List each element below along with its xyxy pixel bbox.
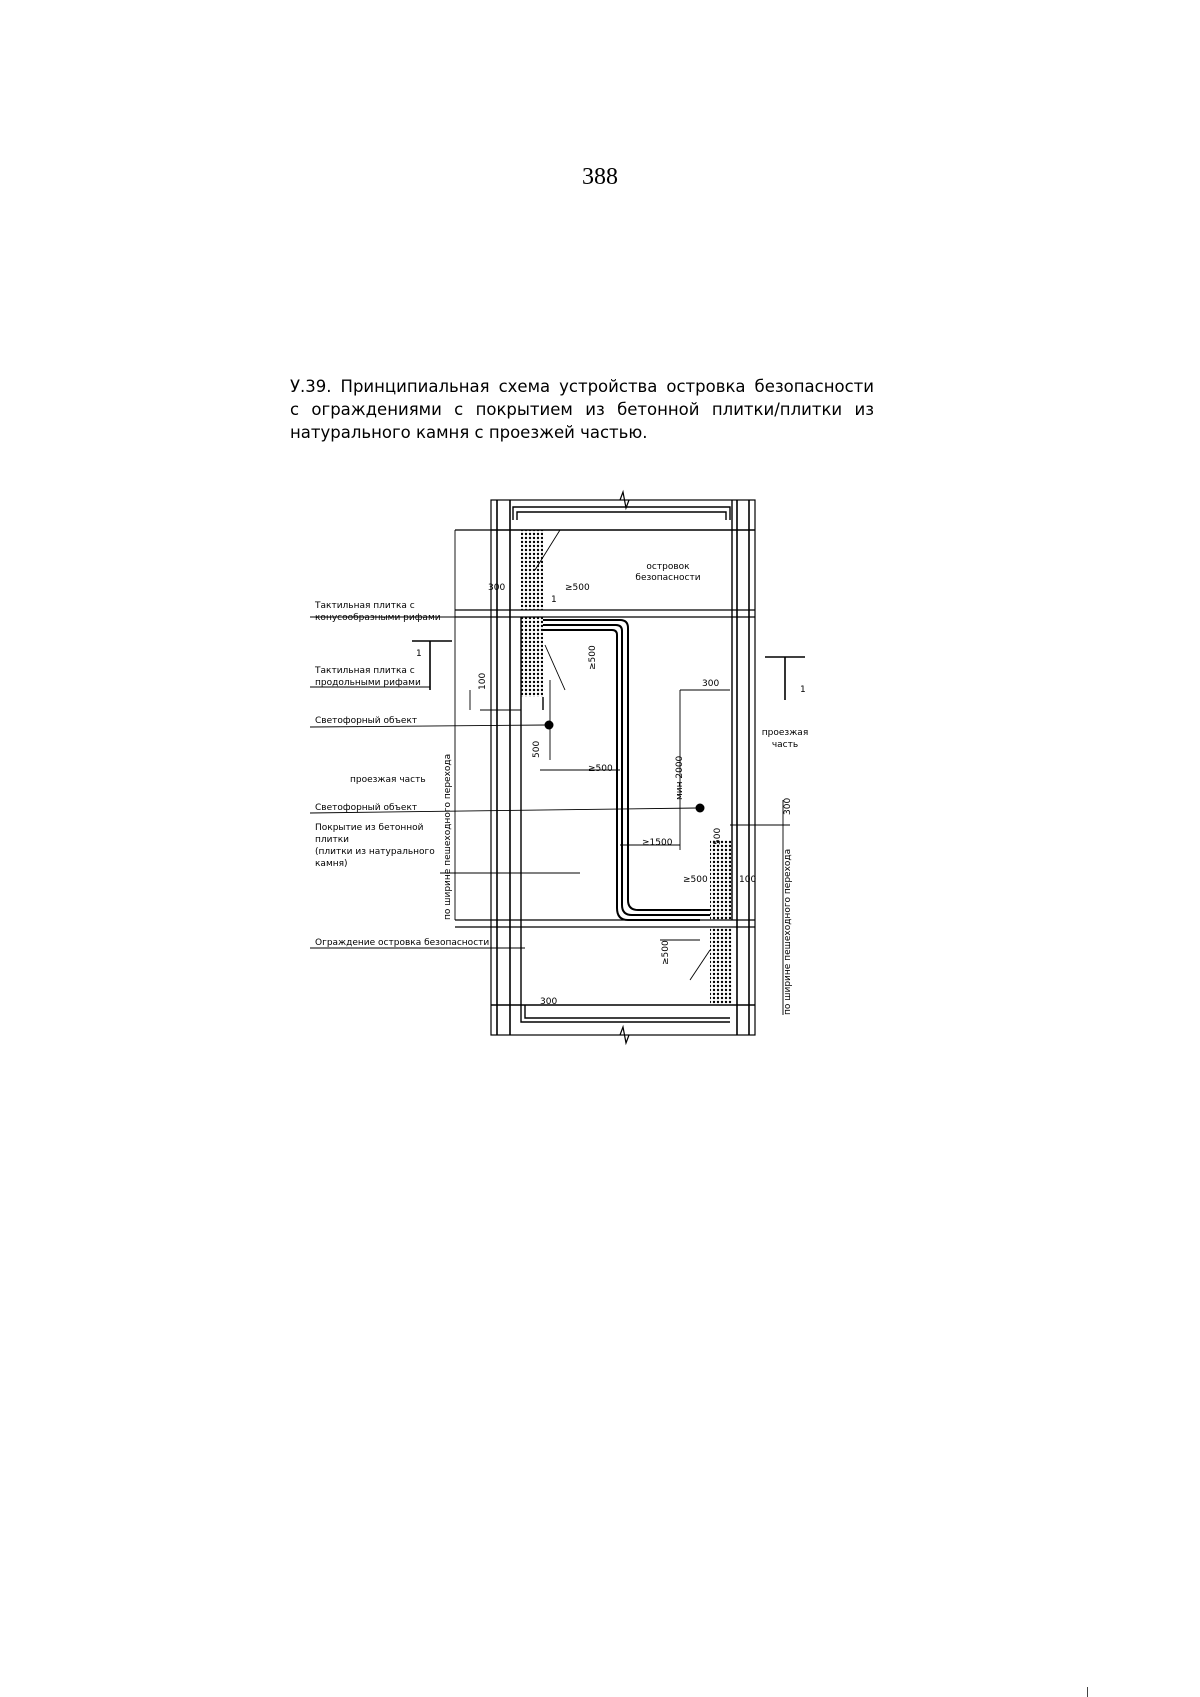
cover-label: (плитки из натурального	[315, 847, 435, 857]
dimension-label: ≥500	[588, 764, 613, 774]
island-label: островок	[646, 562, 690, 572]
dimension-label: 500	[532, 740, 542, 758]
page-number: 388	[582, 164, 618, 190]
cover-label: Покрытие из бетонной	[315, 823, 424, 833]
top-strip	[513, 507, 730, 520]
dimension-label: ≥500	[565, 583, 590, 593]
dimension-label: ≥1500	[642, 838, 673, 848]
cover-label: плитки	[315, 835, 350, 845]
tactile-cone-label: конусообразными рифами	[315, 613, 441, 623]
dimension-label: ≥500	[683, 875, 708, 885]
crossing-width-label: по ширине пешеходного перехода	[783, 848, 793, 1015]
page-edge-mark	[1087, 1687, 1088, 1697]
dimension-label: 100	[478, 672, 488, 690]
roadway-label: часть	[771, 740, 799, 750]
island-label: безопасности	[635, 573, 701, 583]
bottom-strip	[521, 1005, 730, 1022]
dimension-label: 100	[739, 875, 757, 885]
fence-label: Ограждение островка безопасности	[315, 938, 490, 948]
dimension-label: 500	[713, 827, 723, 845]
section-mark-right	[765, 657, 805, 700]
tactile-long-label: Тактильная плитка с	[315, 666, 415, 676]
tactile-cone-label: Тактильная плитка с	[315, 601, 415, 611]
dimension-label: 300	[540, 997, 558, 1007]
dimension-label: 300	[488, 583, 506, 593]
traffic-light-label: Светофорный объект	[315, 803, 418, 813]
crossing-width-label: по ширине пешеходного перехода	[443, 753, 453, 920]
section-number: 1	[416, 649, 422, 659]
tactile-long-label: продольными рифами	[315, 678, 421, 688]
cover-label: камня)	[315, 859, 348, 869]
caption-line: с ограждениями с покрытием из бетонной плитки/плитки из	[290, 400, 874, 419]
dimension-label: 300	[702, 679, 720, 689]
section-number: 1	[800, 685, 806, 695]
roadway-label: проезжая часть	[350, 775, 426, 785]
tactile-tiles-bottom	[710, 840, 732, 920]
caption-line: натурального камня с проезжей частью.	[290, 423, 648, 442]
tactile-tiles-bottom-2	[710, 927, 732, 1005]
dimension-label: ≥500	[661, 940, 671, 965]
roadway-label: проезжая	[761, 728, 809, 738]
tactile-tiles-top	[521, 530, 543, 610]
tactile-tiles-top-2	[521, 617, 543, 697]
dimension-label: 300	[783, 797, 793, 815]
dimension-label: мин 2000	[675, 755, 685, 800]
caption-line: У.39. Принципиальная схема устройства островка безопасности	[290, 377, 874, 396]
traffic-light-label: Светофорный объект	[315, 716, 418, 726]
dimension-label: ≥500	[588, 645, 598, 670]
dimension-label: 1	[551, 595, 557, 605]
